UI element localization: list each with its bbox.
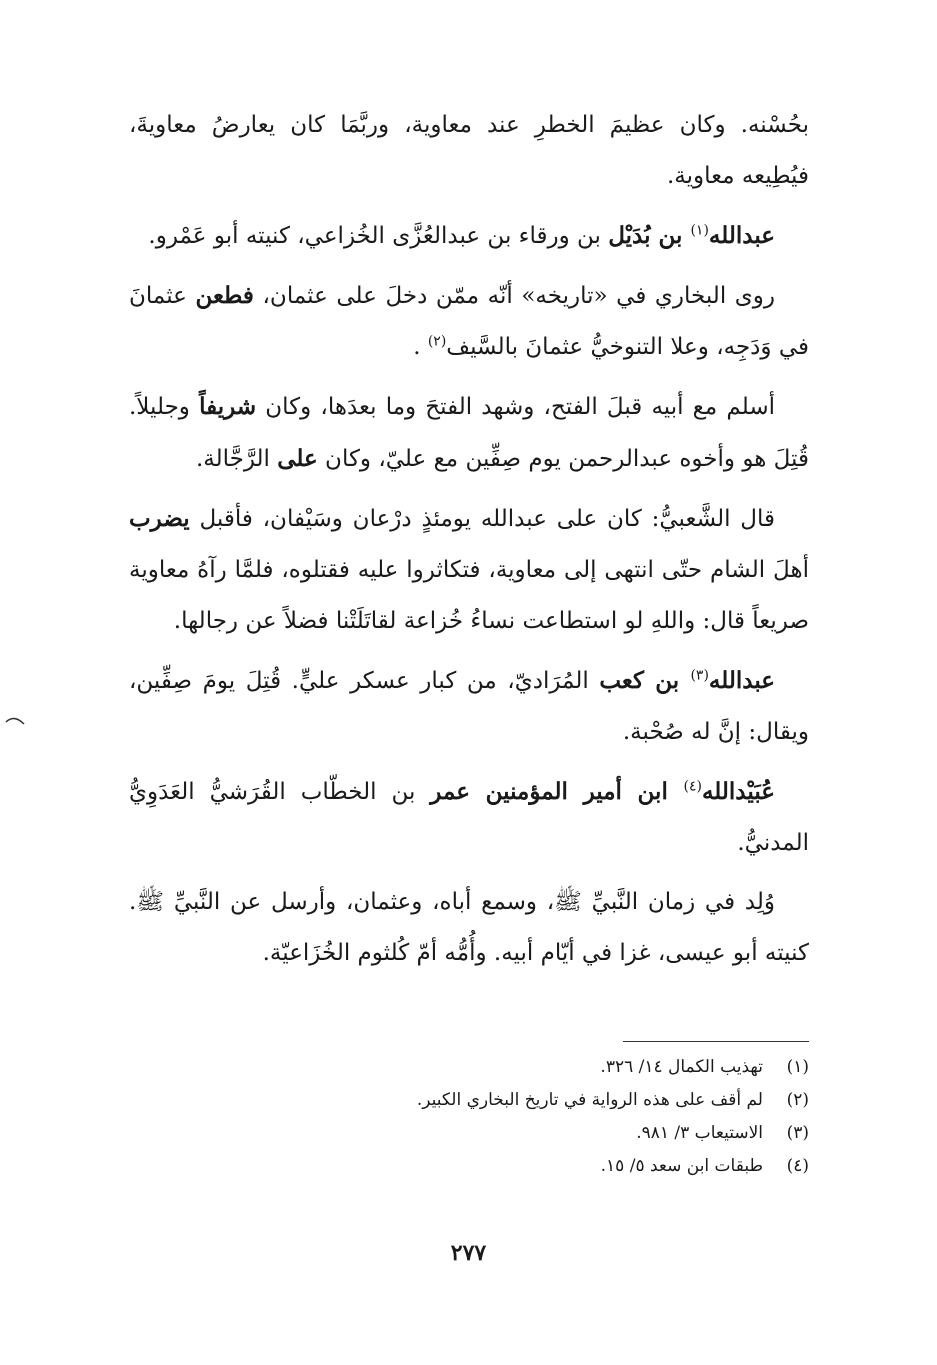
footnote-reference: (٢) [427, 333, 447, 350]
footnote-text: طبقات ابن سعد ٥/ ١٥. [600, 1156, 763, 1176]
footnote-4 [129, 1150, 809, 1183]
footnote-text: الاستيعاب ٣/ ٩٨١. [636, 1123, 763, 1143]
text-run: بحُسْنه. وكان عظيمَ الخطرِ عند معاوية، وربَّمَا كان يعارضُ معاويةَ، فيُطِيعه معاوية. [129, 112, 809, 189]
paragraph [129, 270, 809, 373]
text-run: أسلم مع أبيه قبلَ الفتح، وشهد الفتحَ وما بعدَها، وكان [256, 394, 775, 420]
bold-text: بن كعب [599, 667, 691, 694]
footnote-number: (٢) [786, 1090, 809, 1110]
bold-text: فطعن [195, 282, 254, 309]
text-run: روى البخاري في «تاريخه» أنّه ممّن دخلَ على عثمان، [253, 283, 776, 309]
text-run: وُلِد في زمان النَّبيِّ ﷺ، وسمع أباه، وعثمان، وأرسل عن النَّبيِّ ﷺ. كنيته أبو عيسى، غزا في أيّام أبيه. وأُمُّه أمّ كُلثوم الخُزَاعيّة. [129, 889, 809, 966]
footnote-reference: (٣) [690, 667, 709, 684]
text-run: . [413, 334, 428, 360]
bold-text: شريفاً [199, 393, 257, 420]
bold-text: عبدالله [708, 222, 775, 249]
footnotes [129, 1051, 809, 1183]
bold-text: يضرب [129, 505, 190, 532]
text-run: قال الشَّعبيُّ: كان على عبدالله يومئذٍ درْعان وسَيْفان، فأقبل [189, 506, 775, 532]
bold-text: عبدالله [708, 667, 775, 694]
footnote-separator [623, 1041, 809, 1042]
footnote-number: (١) [786, 1057, 809, 1077]
footnote-3 [129, 1117, 809, 1150]
footnote-number: (٣) [786, 1123, 809, 1143]
paragraph [129, 210, 809, 262]
bold-text: على [277, 445, 318, 472]
paragraph [129, 100, 809, 202]
footnote-text: تهذيب الكمال ١٤/ ٣٢٦. [600, 1057, 763, 1077]
paragraph [129, 655, 809, 758]
text-run: أهلَ الشام حتّى انتهى إلى معاوية، فتكاثروا عليه فقتلوه، فلمَّا رآهُ معاوية صريعاً قال: واللهِ لو استطاعت نساءُ خُزاعة لقاتَلَتْنا فضلاً عن رجالها. [129, 557, 809, 634]
text-run: بن الخطّاب القُرَشيُّ العَدَوِيُّ المدنيُّ. [129, 779, 809, 856]
bold-text: عُبَيْدالله [701, 778, 775, 805]
main-text [129, 100, 809, 987]
bold-text: ابن أمير المؤمنين عمر [430, 778, 684, 805]
page-number: ٢٧٧ [450, 1240, 487, 1266]
paragraph [129, 766, 809, 869]
footnote-reference: (١) [690, 222, 709, 239]
paragraph [129, 877, 809, 979]
paragraph [129, 493, 809, 647]
footnote-1 [129, 1051, 809, 1084]
text-run: عثمانَ في وَدَجِه، وعلا التنوخيُّ عثمانَ بالسَّيف [129, 283, 809, 360]
bold-text: بن بُدَيْل [608, 222, 691, 249]
text-run: الرَّجَّالة. [195, 446, 278, 472]
margin-mark-icon [4, 712, 26, 728]
footnote-text: لم أقف على هذه الرواية في تاريخ البخاري الكبير. [416, 1090, 763, 1110]
text-run: بن ورقاء بن عبدالعُزَّى الخُزاعي، كنيته أبو عَمْرو. [148, 223, 609, 249]
text-run: وجليلاً. قُتِلَ هو وأخوه عبدالرحمن يوم صِفِّين مع عليّ، وكان [129, 394, 809, 472]
paragraph [129, 381, 809, 485]
footnote-2 [129, 1084, 809, 1117]
footnote-reference: (٤) [683, 778, 702, 795]
footnote-number: (٤) [786, 1156, 809, 1176]
text-run: المُرَاديّ، من كبار عسكر عليٍّ. قُتِلَ يومَ صِفِّين، ويقال: إنَّ له صُحْبة. [129, 668, 809, 745]
